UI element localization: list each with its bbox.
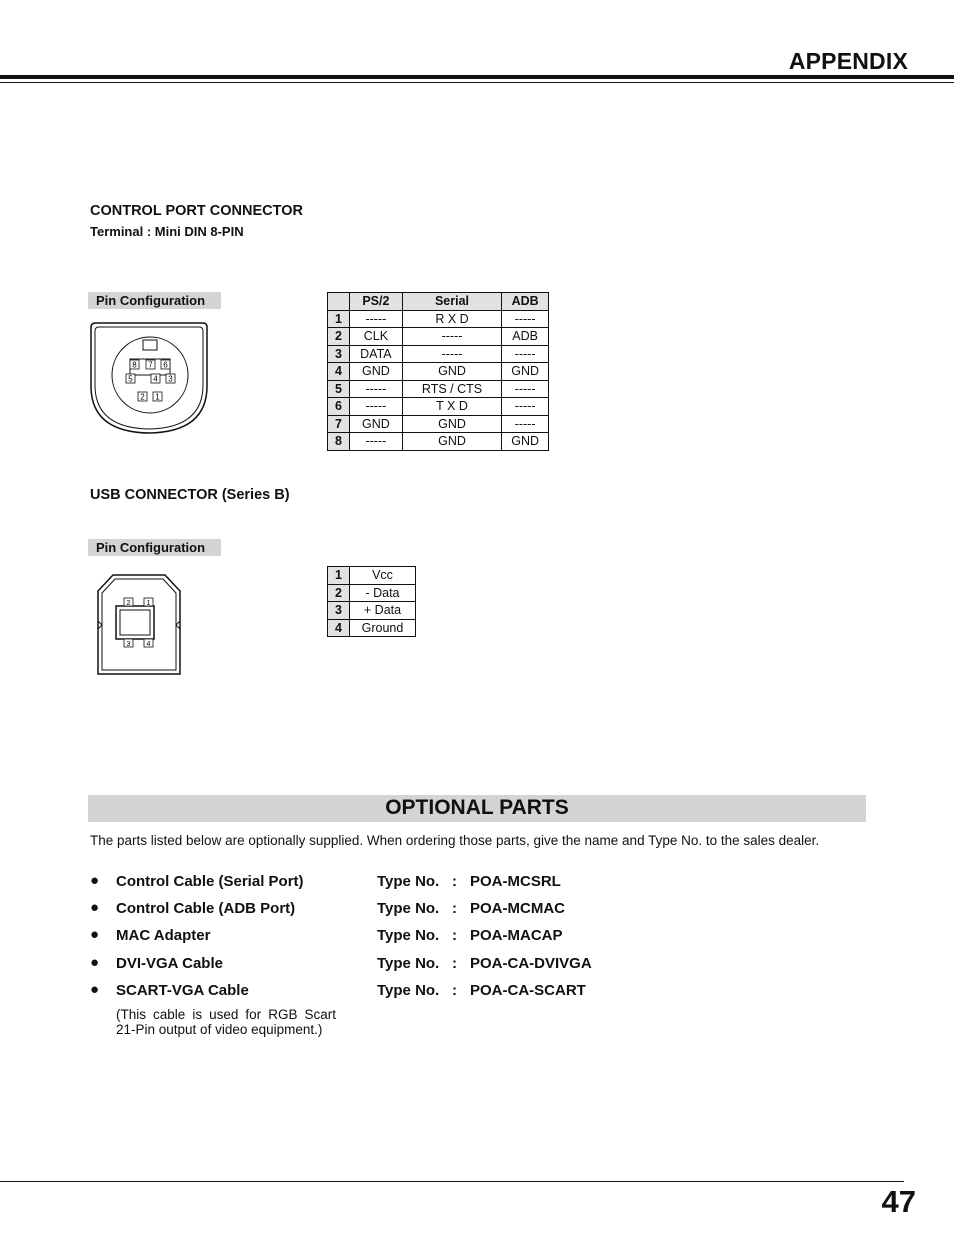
table-row [328, 310, 549, 328]
type-colon: : [452, 873, 457, 890]
serial-value: R X D [402, 310, 501, 328]
table-row [328, 328, 549, 346]
pin-number: 4 [328, 619, 350, 637]
table-row [328, 363, 549, 381]
adb-value: ----- [502, 398, 549, 416]
bullet-icon: ● [90, 872, 100, 889]
din-pin-7: 7 [148, 360, 153, 370]
din-pin-6: 6 [163, 360, 168, 370]
part-name: SCART-VGA Cable [116, 982, 249, 999]
adb-value: ----- [502, 345, 549, 363]
table-row [328, 433, 549, 451]
ps2-value: ----- [350, 310, 403, 328]
pin-config-label: Pin Configuration [88, 292, 221, 309]
type-colon: : [452, 982, 457, 999]
usb-pin-config-label: Pin Configuration [88, 539, 221, 556]
list-item [90, 982, 790, 1004]
pin-number: 2 [328, 584, 350, 602]
part-name: Control Cable (ADB Port) [116, 900, 296, 917]
serial-value: GND [402, 433, 501, 451]
header-rule-thick [0, 75, 954, 79]
type-label: Type No. [377, 873, 440, 890]
pin-number: 1 [328, 310, 350, 328]
serial-value: ----- [402, 328, 501, 346]
usb-pin-1: 1 [146, 600, 151, 607]
bullet-icon: ● [90, 981, 100, 998]
usb-b-connector-diagram [93, 571, 185, 679]
usb-pin-3: 3 [126, 641, 131, 648]
pin-number: 4 [328, 363, 350, 381]
page-title: APPENDIX [788, 48, 908, 74]
table-corner-cell [328, 293, 350, 311]
mini-din-connector-diagram [88, 318, 212, 438]
ps2-value: DATA [350, 345, 403, 363]
type-number: POA-MCSRL [470, 873, 561, 890]
din-pin-3: 3 [168, 374, 173, 384]
adb-value: GND [502, 433, 549, 451]
type-number: POA-CA-DVIVGA [470, 955, 592, 972]
serial-value: ----- [402, 345, 501, 363]
bullet-icon: ● [90, 926, 100, 943]
type-number: POA-MACAP [470, 927, 563, 944]
pin-number: 5 [328, 380, 350, 398]
adb-value: ----- [502, 380, 549, 398]
scart-cable-note: (This cable is used for RGB Scart 21-Pin output of video equipment.) [116, 1007, 336, 1037]
bullet-icon: ● [90, 954, 100, 971]
type-label: Type No. [377, 955, 440, 972]
part-name: MAC Adapter [116, 927, 211, 944]
type-number: POA-CA-SCART [470, 982, 586, 999]
part-name: Control Cable (Serial Port) [116, 873, 304, 890]
adb-value: ----- [502, 415, 549, 433]
ps2-value: CLK [350, 328, 403, 346]
serial-value: RTS / CTS [402, 380, 501, 398]
table-row [328, 415, 549, 433]
control-port-pin-table [327, 292, 549, 451]
pin-number: 3 [328, 345, 350, 363]
serial-value: GND [402, 363, 501, 381]
din-pin-2: 2 [140, 392, 145, 402]
table-row [328, 567, 416, 585]
pin-number: 3 [328, 602, 350, 620]
type-label: Type No. [377, 927, 440, 944]
ps2-value: ----- [350, 433, 403, 451]
adb-value: ----- [502, 310, 549, 328]
usb-connector-heading: USB CONNECTOR (Series B) [90, 487, 290, 503]
usb-pin-table [327, 566, 416, 637]
table-row [328, 602, 416, 620]
din-pin-5: 5 [128, 374, 133, 384]
serial-value: T X D [402, 398, 501, 416]
pin-number: 8 [328, 433, 350, 451]
usb-pin-2: 2 [126, 600, 131, 607]
adb-value: GND [502, 363, 549, 381]
signal-value: Vcc [350, 567, 416, 585]
column-header-ps2: PS/2 [350, 293, 403, 311]
column-header-serial: Serial [402, 293, 501, 311]
list-item [90, 927, 790, 949]
pin-number: 1 [328, 567, 350, 585]
usb-pin-4: 4 [146, 641, 151, 648]
ps2-value: ----- [350, 398, 403, 416]
ps2-value: ----- [350, 380, 403, 398]
type-label: Type No. [377, 982, 440, 999]
list-item [90, 873, 790, 895]
part-name: DVI-VGA Cable [116, 955, 223, 972]
din-pin-8: 8 [132, 360, 137, 370]
header-rule-thin [0, 82, 954, 83]
table-row [328, 584, 416, 602]
column-header-adb: ADB [502, 293, 549, 311]
ps2-value: GND [350, 415, 403, 433]
table-row [328, 380, 549, 398]
bullet-icon: ● [90, 899, 100, 916]
adb-value: ADB [502, 328, 549, 346]
control-port-heading: CONTROL PORT CONNECTOR [90, 203, 303, 219]
page-number: 47 [881, 1184, 916, 1219]
type-number: POA-MCMAC [470, 900, 565, 917]
signal-value: + Data [350, 602, 416, 620]
table-header-row [328, 293, 549, 311]
din-pin-1: 1 [155, 392, 160, 402]
optional-parts-intro: The parts listed below are optionally supplied. When ordering those parts, give the name and Type No. to the sales dealer. [90, 833, 820, 848]
signal-value: Ground [350, 619, 416, 637]
optional-parts-title: OPTIONAL PARTS [385, 796, 569, 819]
control-port-terminal: Terminal : Mini DIN 8-PIN [90, 224, 244, 239]
pin-number: 6 [328, 398, 350, 416]
ps2-value: GND [350, 363, 403, 381]
signal-value: - Data [350, 584, 416, 602]
type-colon: : [452, 927, 457, 944]
type-label: Type No. [377, 900, 440, 917]
din-pin-4: 4 [153, 374, 158, 384]
pin-number: 2 [328, 328, 350, 346]
pin-number: 7 [328, 415, 350, 433]
table-row [328, 345, 549, 363]
list-item [90, 900, 790, 922]
type-colon: : [452, 900, 457, 917]
list-item [90, 955, 790, 977]
table-row [328, 619, 416, 637]
type-colon: : [452, 955, 457, 972]
footer-rule [0, 1181, 904, 1182]
table-row [328, 398, 549, 416]
serial-value: GND [402, 415, 501, 433]
